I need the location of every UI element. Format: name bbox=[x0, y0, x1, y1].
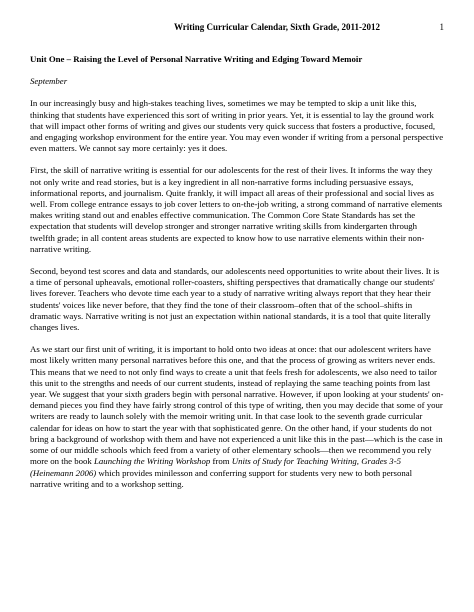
paragraph-second: Second, beyond test scores and data and standards, our adolescents need opportunities to write about their lives. It is a time of personal upheavals, emotional roller-coasters, shifting perspectives that dramatically change our students' lives forever. Teachers who devote time each year to a study of narrative writing always report that they hear their students' voices like never before, that they find the tone of their classroom–often that of the school–shifts in dramatic ways. Narrative writing is not just an expectation within national standards, it is a tool that quite literally changes lives. bbox=[30, 266, 440, 333]
paragraph-intro: In our increasingly busy and high-stakes teaching lives, sometimes we may be tempted to skip a unit like this, thinking that students have experienced this sort of writing in prior years. Yet, it is essential to lay the ground work that will impact other forms of writing and gives our students very quick success that fosters a productive, focused, and engaging workshop environment for the entire year. You may even wonder if writing from a personal perspective even matters. We cannot say more certainly: yes it does. bbox=[30, 98, 444, 154]
paragraph-text: from bbox=[210, 456, 232, 467]
header-title: Writing Curricular Calendar, Sixth Grade, 2011-2012 bbox=[173, 22, 381, 32]
page-header bbox=[110, 22, 444, 34]
page-number: 1 bbox=[439, 22, 444, 32]
paragraph-start-unit bbox=[30, 344, 444, 490]
paragraph-text: As we start our first unit of writing, it is important to hold onto two ideas at once: that our adolescent writers have most likely written many personal narratives before this one, and that the process of growing as writers never ends. This means that we need to not only find ways to create a unit that feels fresh for adolescents, we also need to tailor this unit to the strengths and needs of our current students, instead of replaying the same teaching points from last year. We suggest that your sixth graders begin with personal narrative. However, if upon looking at your students' on-demand pieces you find they have fairly strong control of this type of writing, then you may decide that some of your writers are ready to launch solely with the memoir writing unit. In that case look to the seventh grade curricular calendar for ideas on how to start the year with that sophisticated genre. On the other hand, if your students do not bring a background of workshop with them and have not experienced a unit like this in the past—which is the case in some of our middle schools which feed from a variety of other elementary schools—then we recommend you rely more on the book bbox=[30, 344, 444, 467]
unit-title: Unit One – Raising the Level of Personal Narrative Writing and Edging Toward Memoir bbox=[30, 54, 363, 64]
paragraph-first: First, the skill of narrative writing is essential for our adolescents for the rest of their lives. It informs the way they not only write and read stories, but is a key ingredient in all non-narrative forms including persuasive essays, informational reports, and journalism. Quite frankly, it will impact all areas of their professional and social lives as well. From college entrance essays to job cover letters to on-the-job writing, a strong command of narrative elements makes writing stand out and enables effective communication. The Common Core State Standards has set the expectation that students will develop stronger and stronger narrative writing skills from kindergarten through twelfth grade; in all content areas students are expected to know how to use narrative elements within their non-narrative writing. bbox=[30, 165, 443, 254]
book-title-units-of-study: Units of Study for Teaching Writing, Grades 3-5 (Heinemann 2006) bbox=[30, 456, 402, 478]
book-title-launching: Launching the Writing Workshop bbox=[94, 456, 211, 467]
month-heading: September bbox=[30, 76, 68, 87]
paragraph-text: which provides minilesson and conferring support for students very new to both personal narrative writing and to a workshop setting. bbox=[30, 467, 413, 489]
